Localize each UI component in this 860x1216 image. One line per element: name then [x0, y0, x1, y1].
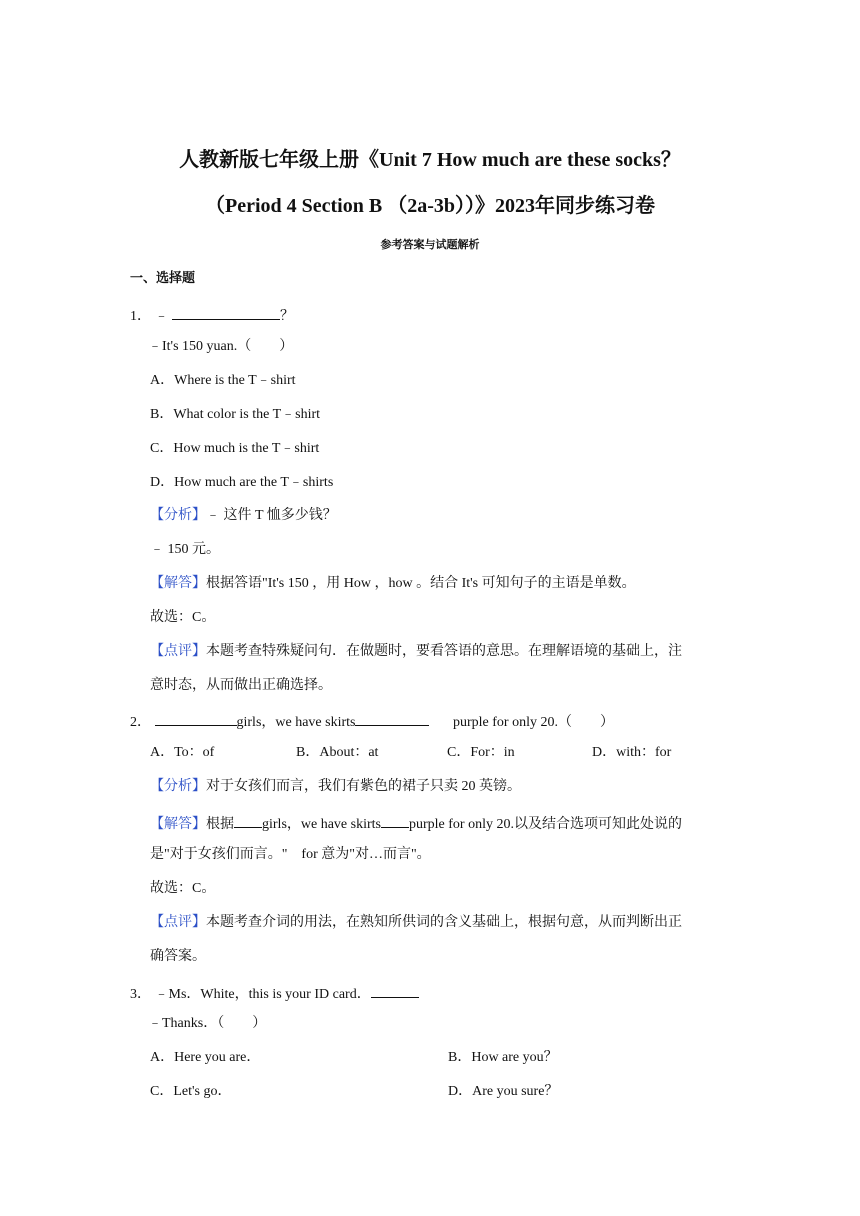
option-b: B．About：at	[296, 745, 379, 760]
comment-text: 本题考查介词的用法，在熟知所供词的含义基础上，根据句意，从而判断出正	[206, 915, 682, 930]
document-subtitle: 参考答案与试题解析	[380, 238, 480, 251]
question-3-reply: ﹣Thanks．（ ）	[148, 1016, 267, 1031]
solution-tag: 【解答】	[150, 576, 206, 591]
option-c: C．Let's go．	[150, 1084, 232, 1099]
question-1-reply: ﹣It's 150 yuan.（ ）	[148, 339, 294, 354]
section-heading: 一、选择题	[130, 271, 196, 286]
question-1	[130, 306, 294, 324]
comment-text: 本题考查特殊疑问句．在做题时，要看答语的意思。在理解语境的基础上，注	[206, 644, 682, 659]
answer-blank	[355, 712, 429, 726]
option-d: D．Are you sure？	[448, 1084, 559, 1099]
choice-answer: 故选：C。	[150, 881, 216, 896]
option-c: C．How much is the T﹣shirt	[150, 441, 320, 456]
solution-block	[150, 814, 682, 832]
question-mark: ？	[280, 309, 294, 324]
dash: ﹣	[154, 309, 169, 324]
solution-text-2: 是"对于女孩们而言。" for 意为"对…而言"。	[150, 847, 431, 862]
option-a: A．To：of	[150, 745, 215, 760]
answer-blank	[172, 306, 280, 320]
solution-text: 根据答语"It's 150 ，用 How ，how 。结合 It's 可知句子的主语是单数。	[206, 576, 636, 591]
solution-text: purple for only 20.以及结合选项可知此处说的	[408, 817, 682, 832]
comment-text-2: 确答案。	[150, 949, 206, 964]
question-text-end: purple for only 20.（ ）	[452, 715, 614, 730]
question-number: 1．	[130, 309, 151, 324]
document-title-line-1: 人教新版七年级上册《Unit 7 How much are these socks？	[179, 149, 681, 171]
choice-answer: 故选：C。	[150, 610, 216, 625]
option-b: B．How are you？	[448, 1050, 558, 1065]
solution-block	[150, 577, 636, 591]
comment-text-2: 意时态，从而做出正确选择。	[150, 678, 332, 693]
analysis-tag: 【分析】	[150, 508, 206, 523]
solution-text: girls，we have skirts	[262, 817, 381, 832]
option-d: D．with：for	[592, 745, 672, 760]
option-b: B．What color is the T﹣shirt	[150, 407, 321, 422]
comment-tag: 【点评】	[150, 915, 206, 930]
answer-blank	[155, 712, 237, 726]
analysis-block	[150, 509, 337, 523]
answer-blank	[371, 984, 419, 998]
answer-blank	[234, 814, 262, 828]
document-title-line-2: （Period 4 Section B （2a-3b））》2023年同步练习卷	[205, 195, 655, 217]
analysis-text: ﹣ 这件 T 恤多少钱？	[206, 508, 337, 523]
analysis-block	[150, 780, 521, 794]
option-c: C．For：in	[447, 745, 515, 760]
analysis-text-2: ﹣ 150 元。	[150, 542, 220, 557]
question-text: ﹣Ms．White，this is your ID card．	[154, 987, 371, 1002]
option-a: A．Where is the T﹣shirt	[150, 373, 296, 388]
question-number: 3．	[130, 987, 151, 1002]
analysis-tag: 【分析】	[150, 779, 206, 794]
question-text: girls，we have skirts	[236, 715, 356, 730]
option-a: A．Here you are．	[150, 1050, 261, 1065]
answer-blank	[381, 814, 409, 828]
analysis-text: 对于女孩们而言，我们有紫色的裙子只卖 20 英镑。	[206, 779, 521, 794]
question-3	[130, 984, 419, 1002]
option-d: D．How much are the T﹣shirts	[150, 475, 334, 490]
comment-block	[150, 645, 682, 659]
question-2	[130, 712, 614, 730]
question-number: 2．	[130, 715, 151, 730]
comment-block	[150, 916, 682, 930]
solution-tag: 【解答】	[150, 817, 206, 832]
solution-text: 根据	[206, 817, 234, 832]
comment-tag: 【点评】	[150, 644, 206, 659]
